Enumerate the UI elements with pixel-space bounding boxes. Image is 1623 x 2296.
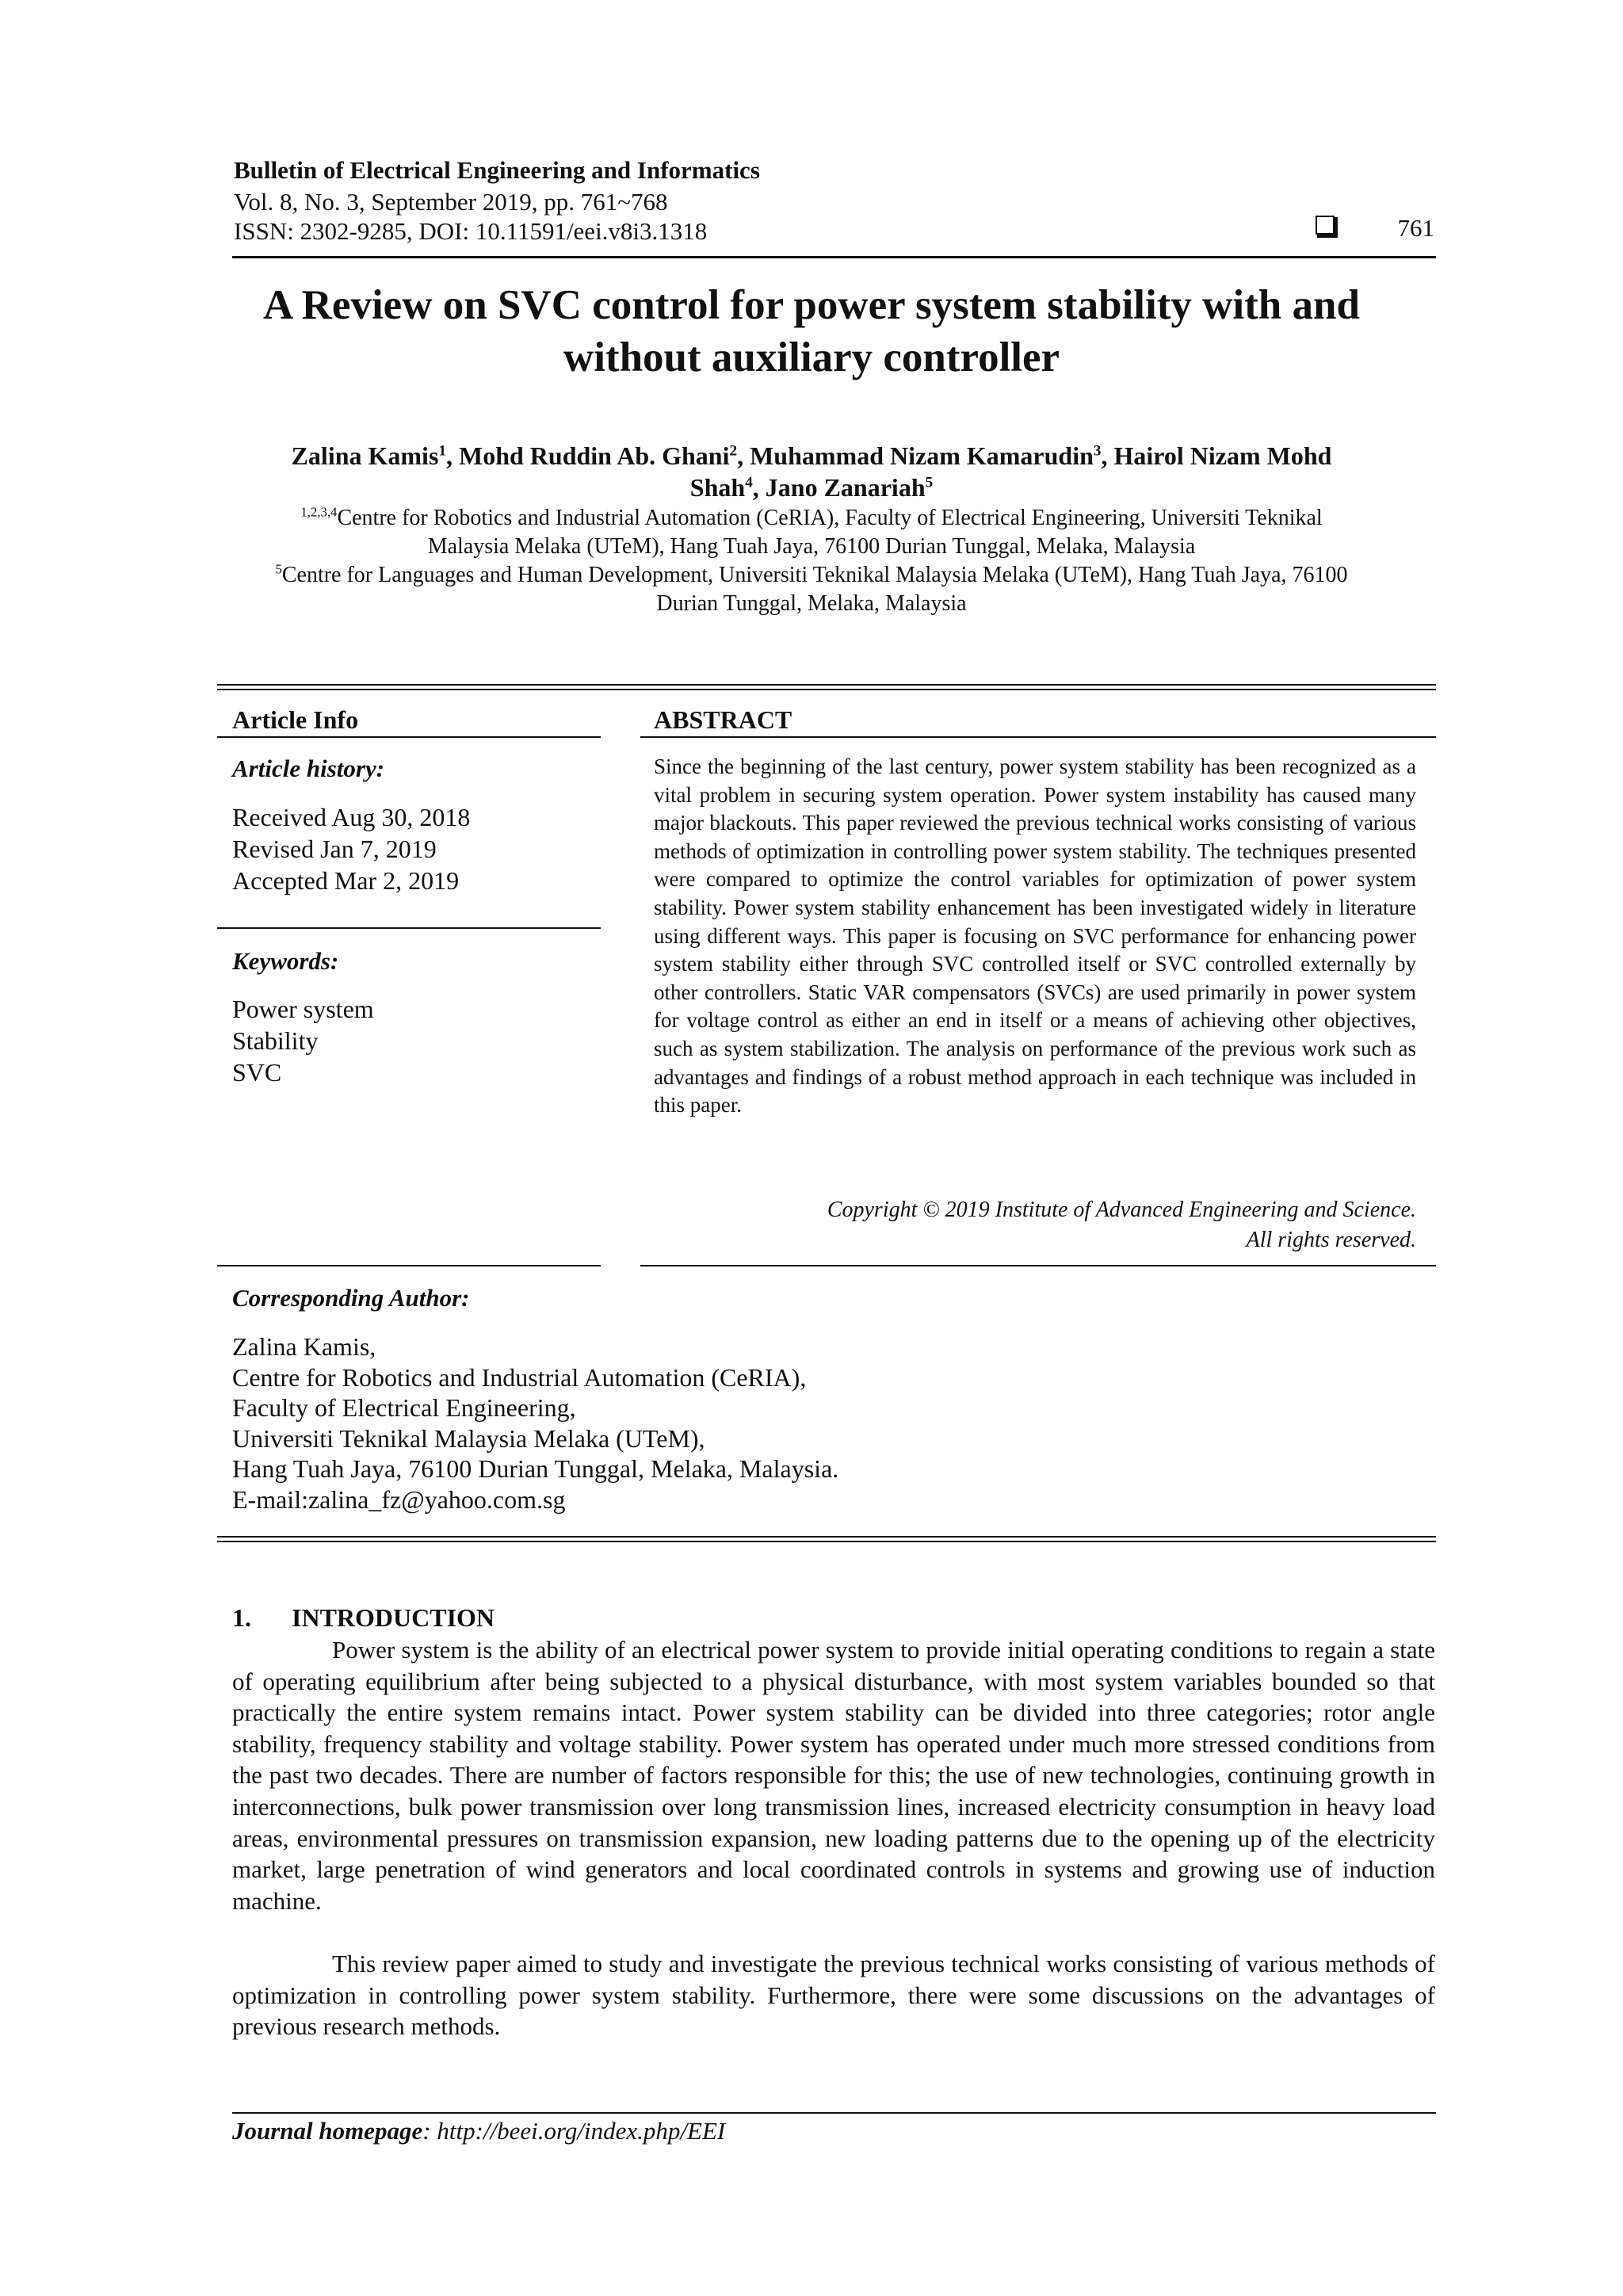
corresponding-line: Zalina Kamis, xyxy=(232,1332,376,1361)
copyright-line-2: All rights reserved. xyxy=(1246,1228,1416,1252)
abstract-heading: ABSTRACT xyxy=(654,705,792,734)
affiliation-2-cont: Durian Tunggal, Melaka, Malaysia xyxy=(656,591,967,616)
info-box-bottom-rule xyxy=(217,1536,1436,1538)
keyword: SVC xyxy=(232,1058,282,1087)
affiliation-1-cont: Malaysia Melaka (UTeM), Hang Tuah Jaya, 76100 Durian Tunggal, Melaka, Malaysia xyxy=(427,534,1196,559)
corresponding-author-heading: Corresponding Author: xyxy=(232,1284,470,1312)
info-box-top-rule-2 xyxy=(217,689,1436,690)
affiliations xyxy=(190,504,1433,618)
page-box-icon xyxy=(1316,216,1335,235)
corresponding-author-details xyxy=(232,1331,838,1515)
author-list xyxy=(190,440,1433,503)
journal-issn-doi: ISSN: 2302-9285, DOI: 10.11591/eei.v8i3.1318 xyxy=(234,217,708,245)
info-box-bottom-rule-2 xyxy=(217,1541,1436,1542)
keyword: Stability xyxy=(232,1026,319,1055)
journal-volume: Vol. 8, No. 3, September 2019, pp. 761~768 xyxy=(234,188,668,216)
affiliation-1: $^{1,2,3,4}$Centre for Robotics and Industrial Automation (CeRIA), Faculty of Electrical Engineering, Universiti Teknikal xyxy=(300,504,1323,530)
journal-homepage-link[interactable]: : http://beei.org/index.php/EEI xyxy=(422,2117,726,2145)
journal-homepage: Journal homepage: http://beei.org/index.php/EEI xyxy=(232,2117,726,2145)
corresponding-line: Universiti Teknikal Malaysia Melaka (UTeM), xyxy=(232,1423,705,1453)
article-info-heading: Article Info xyxy=(232,705,359,734)
info-bottom-rule xyxy=(217,1265,601,1266)
corresponding-email: E-mail:zalina_fz@yahoo.com.sg xyxy=(232,1484,566,1514)
history-rule xyxy=(217,927,601,929)
corresponding-line: Hang Tuah Jaya, 76100 Durian Tunggal, Melaka, Malaysia. xyxy=(232,1454,839,1483)
copyright-line-1: Copyright © 2019 Institute of Advanced Engineering and Science. xyxy=(827,1198,1416,1222)
abstract-bottom-rule xyxy=(640,1265,1436,1266)
paper-title xyxy=(190,279,1433,384)
journal-name: Bulletin of Electrical Engineering and Informatics xyxy=(234,156,760,184)
corresponding-line: Faculty of Electrical Engineering, xyxy=(232,1393,576,1422)
footer-rule xyxy=(232,2112,1436,2114)
keyword: Power system xyxy=(232,995,374,1023)
header-rule xyxy=(232,256,1436,258)
received-date: Received Aug 30, 2018 xyxy=(232,803,471,831)
article-info-rule xyxy=(217,736,601,738)
info-box-top-rule xyxy=(217,684,1436,686)
abstract-rule xyxy=(640,736,1436,738)
author-line-2: Shah$^4$, Jano Zanariah$^5$ xyxy=(689,473,934,502)
title-line-1: A Review on SVC control for power system stability with and xyxy=(263,282,1360,328)
keywords-heading: Keywords: xyxy=(232,947,339,975)
author-line-1: Zalina Kamis$^1$, Mohd Ruddin Ab. Ghani$^2$, Muhammad Nizam Kamarudin$^3$, Hairol Nizam Mohd xyxy=(291,441,1332,470)
affiliation-2: $^5$Centre for Languages and Human Development, Universiti Teknikal Malaysia Melaka (UTeM), Hang Tuah Jaya, 76100 xyxy=(275,561,1348,587)
corresponding-line: Centre for Robotics and Industrial Automation (CeRIA), xyxy=(232,1362,807,1392)
abstract-text: Since the beginning of the last century, power system stability has been recognized as a vital problem in securing system operation. Power system instability has caused many major blackouts. This paper reviewed the previous technical works consisting of various methods of optimization in controlling power system stability. The techniques presented were compared to optimize the control variables for optimization of power system stability. Power system stability enhancement has been investigated widely in literature using different ways. This paper is focusing on SVC performance for enhancing power system stability either through SVC controlled itself or SVC controlled externally by other controllers. Static VAR compensators (SVCs) are used primarily in power system for voltage control as either an end in itself or a means of achieving other objectives, such as system stabilization. The analysis on performance of the previous work such as advantages and findings of a robust method approach in each technique was included in this paper. xyxy=(654,755,1416,1117)
article-history-heading: Article history: xyxy=(232,755,385,782)
revised-date: Revised Jan 7, 2019 xyxy=(232,835,437,863)
page-number: 761 xyxy=(1397,214,1434,242)
title-line-2: without auxiliary controller xyxy=(563,334,1060,380)
introduction-paragraph-2: This review paper aimed to study and investigate the previous technical works consisting of various methods of optimization in controlling power system stability. Furthermore, there were some discussions on the advantages of previous research methods. xyxy=(232,1950,1435,2041)
accepted-date: Accepted Mar 2, 2019 xyxy=(232,866,460,895)
introduction-heading: 1. INTRODUCTION xyxy=(232,1603,495,1632)
introduction-paragraph-1: Power system is the ability of an electrical power system to provide initial operating conditions to regain a state of operating equilibrium after being subjected to a physical disturbance, with most system variables bounded so that practically the entire system remains intact. Power system stability can be divided into three categories; rotor angle stability, frequency stability and voltage stability. Power system has operated under much more stressed conditions from the past two decades. There are number of factors responsible for this; the use of new technologies, continuing growth in interconnections, bulk power transmission over long transmission lines, increased electricity consumption in heavy load areas, environmental pressures on transmission expansion, new loading patterns due to the opening up of the electricity market, large penetration of wind generators and local coordinated controls in systems and growing use of induction machine. xyxy=(232,1636,1435,1915)
